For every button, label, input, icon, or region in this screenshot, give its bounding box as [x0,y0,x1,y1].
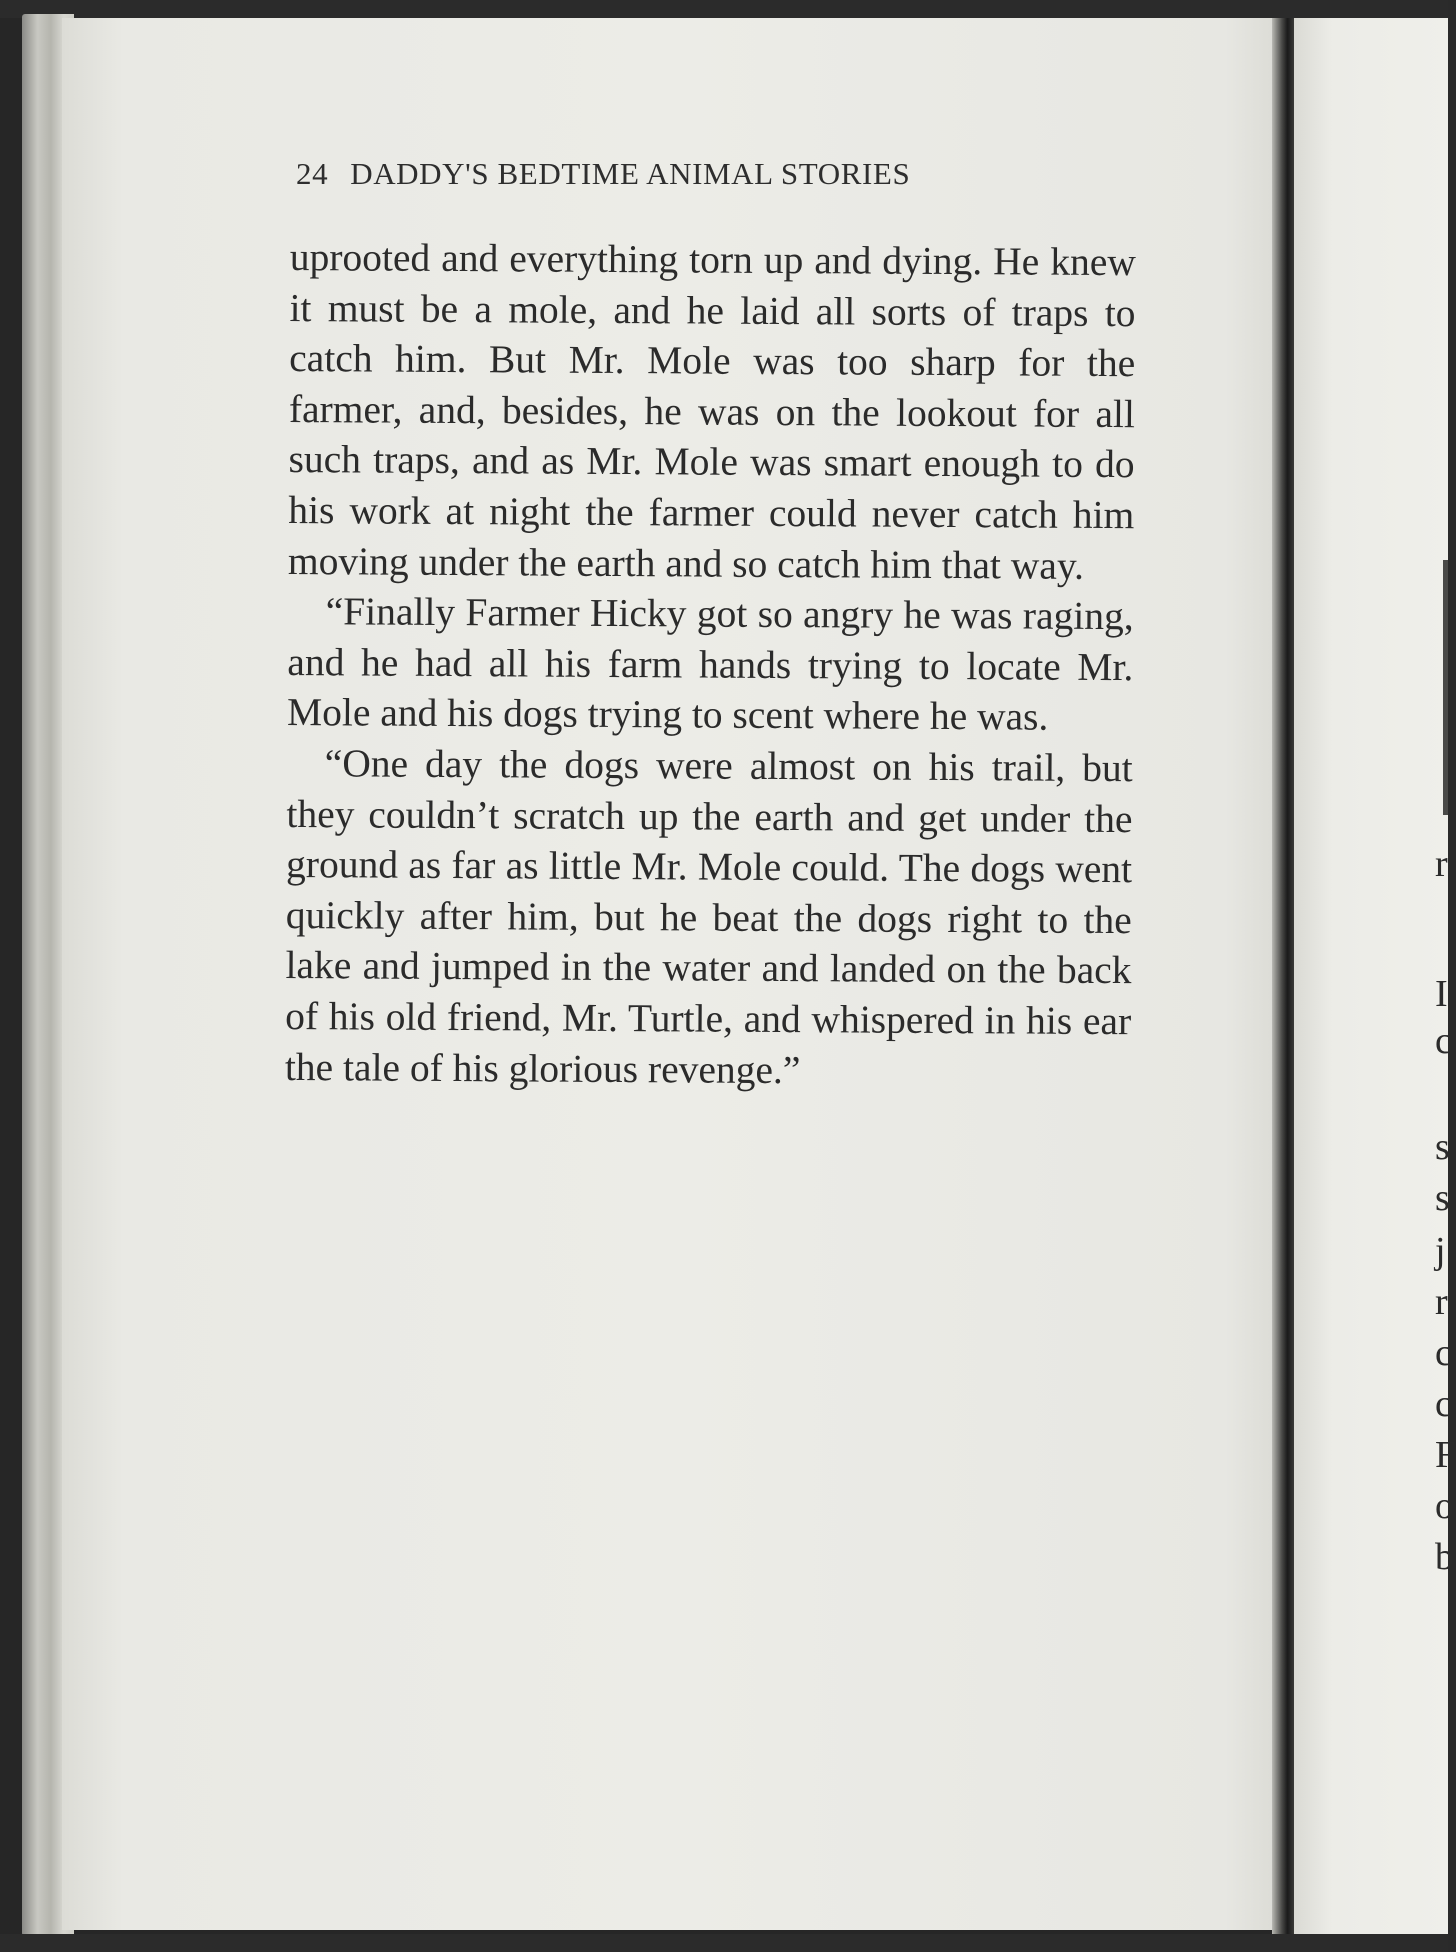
facing-page-fragment: s [1435,1177,1450,1219]
facing-page-fragment: F [1435,1434,1456,1476]
facing-page-fragment: r [1435,1281,1448,1323]
facing-page-fragment: c [1435,1020,1452,1062]
running-title: DADDY'S BEDTIME ANIMAL STORIES [350,156,911,191]
paragraph: uprooted and everything torn up and dying. He knew it must be a mole, and he laid all sorts of traps to catch him. But Mr. Mole was too sharp for the farmer, and, besides, he was on the lookout for all such traps, and as Mr. Mole was smart enough to do his work at night the farmer could never catch him moving under the earth and so catch him that way. [287,234,1136,588]
facing-page-text-fragments [1435,0,1456,1952]
page-number: 24 [296,156,329,191]
scan-bottom-border [0,1934,1448,1952]
facing-page-fragment: r [1435,843,1448,885]
facing-page-fragment: c [1435,1332,1452,1374]
facing-page-fragment: j [1435,1230,1446,1272]
scan-top-border [0,0,1448,18]
facing-page-fragment: c [1435,1383,1452,1425]
right-page [1294,18,1448,1938]
paragraph: “Finally Farmer Hicky got so angry he was raging, and he had all his farm hands trying to locate Mr. Mole and his dogs trying to scent where he was. [286,589,1134,739]
body-text [285,232,1136,1097]
paragraph: “One day the dogs were almost on his trail, but they couldn’t scratch up the earth and get under the ground as far as little Mr. Mole could. The dogs went quickly after him, but he beat the dogs right to the lake and jumped in the water and landed on the back of his old friend, Mr. Turtle, and whispered in his ear the tale of his glorious revenge.” [284,741,1133,1092]
facing-page-fragment: b [1435,1536,1454,1578]
facing-page-fragment: I [1435,973,1448,1015]
running-header [296,156,910,192]
facing-page-fragment: s [1435,1126,1450,1168]
book-gutter [1272,18,1294,1938]
facing-page-fragment: o [1435,1485,1454,1527]
